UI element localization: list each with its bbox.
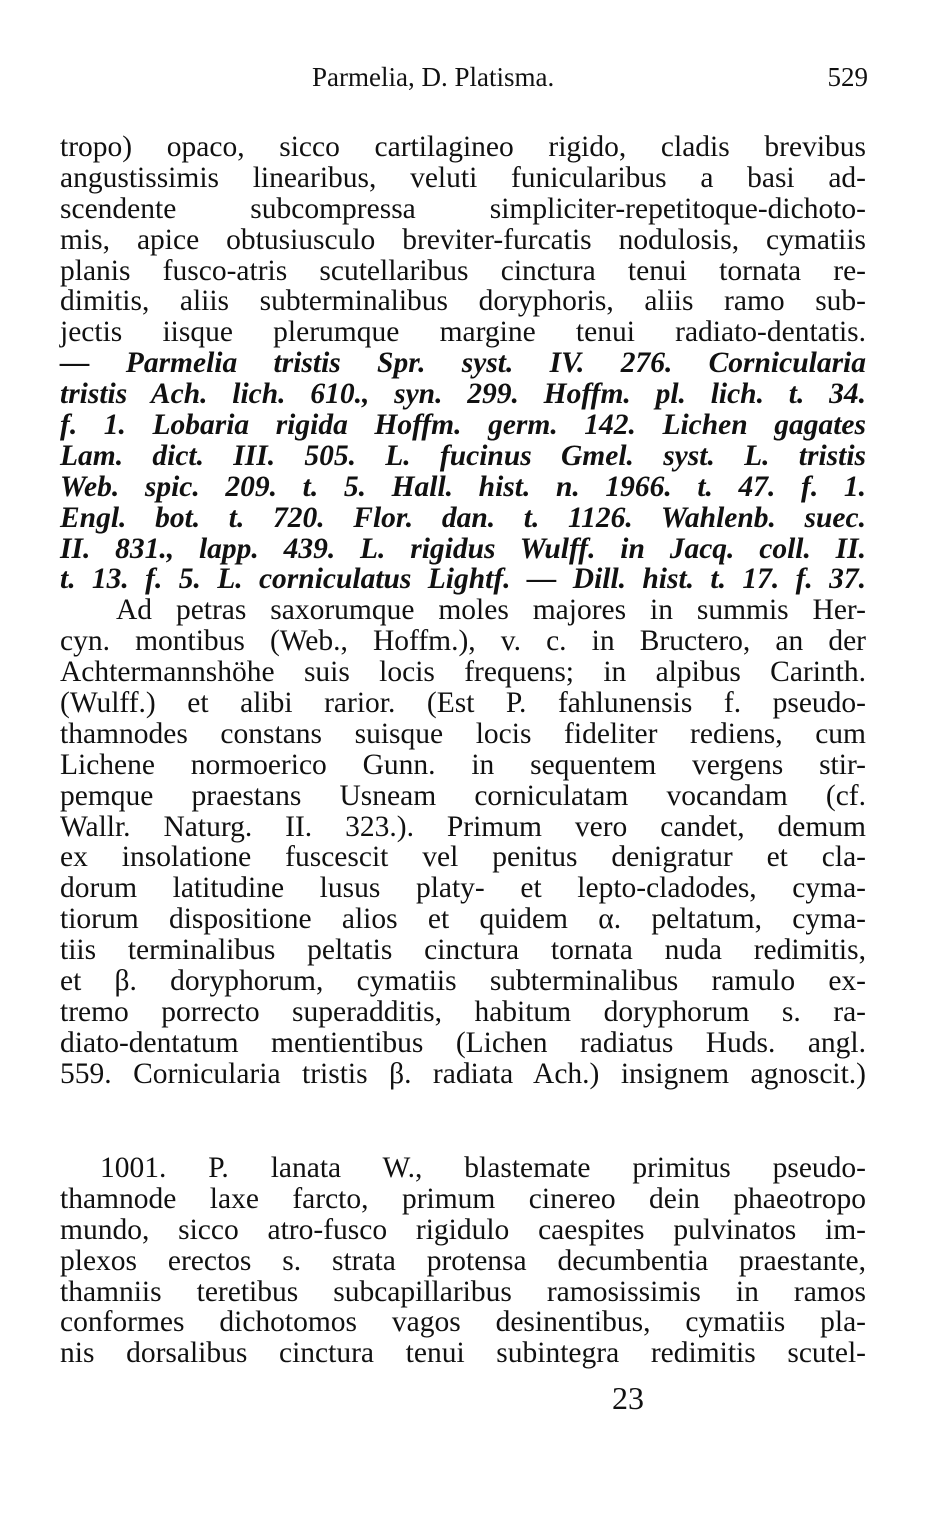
reference-line: Web. spic. 209. t. 5. Hall. hist. n. 1966. t. 47. f. 1. bbox=[60, 470, 866, 503]
habitat-line: thamnodes constans suisque locis fideliter rediens, cum bbox=[60, 717, 866, 750]
text-line: thamnode laxe farcto, primum cinereo dein phaeotropo bbox=[60, 1182, 866, 1215]
habitat-line: (Wulff.) et alibi rarior. (Est P. fahlunensis f. pseudo- bbox=[60, 687, 866, 720]
paragraph-2 bbox=[60, 1153, 866, 1369]
reference-line: Lam. dict. III. 505. L. fucinus Gmel. syst. L. tristis bbox=[60, 439, 866, 472]
reference-line: tristis Ach. lich. 610., syn. 299. Hoffm. pl. lich. t. 34. bbox=[60, 378, 866, 411]
habitat-line: ex insolatione fuscescit vel penitus denigratur et cla- bbox=[60, 841, 866, 874]
habitat-line: et β. doryphorum, cymatiis subterminalibus ramulo ex- bbox=[60, 965, 866, 998]
habitat-line: tiorum dispositione alios et quidem α. peltatum, cyma- bbox=[60, 903, 866, 936]
text-line: mis, apice obtusiusculo breviter-furcatis nodulosis, cymatiis bbox=[60, 223, 866, 256]
text-line: angustissimis linearibus, veluti funicularibus a basi ad- bbox=[60, 161, 866, 194]
text-line: jectis iisque plerumque margine tenui radiato-dentatis. bbox=[60, 316, 866, 349]
text-line: nis dorsalibus cinctura tenui subintegra redimitis scutel- bbox=[60, 1337, 866, 1370]
text-line: mundo, sicco atro-fusco rigidulo caespites pulvinatos im- bbox=[60, 1213, 866, 1246]
habitat-line: Wallr. Naturg. II. 323.). Primum vero candet, demum bbox=[60, 810, 866, 843]
text-line: thamniis teretibus subcapillaribus ramosissimis in ramos bbox=[60, 1275, 866, 1308]
text-line: tropo) opaco, sicco cartilagineo rigido, cladis brevibus bbox=[60, 131, 866, 163]
habitat-line: diato-dentatum mentientibus (Lichen radiatus Huds. angl. bbox=[60, 1026, 866, 1059]
text-line: conformes dichotomos vagos desinentibus, cymatiis pla- bbox=[60, 1306, 866, 1339]
habitat-line: tiis terminalibus peltatis cinctura tornata nuda redimitis, bbox=[60, 934, 866, 967]
running-title: Parmelia, D. Platisma. bbox=[312, 62, 555, 92]
page-header bbox=[60, 62, 870, 102]
page-number: 529 bbox=[827, 62, 868, 92]
reference-line: II. 831., lapp. 439. L. rigidus Wulff. in Jacq. coll. II. bbox=[60, 532, 866, 565]
habitat-line: Lichene normoerico Gunn. in sequentem vergens stir- bbox=[60, 748, 866, 781]
text-line: plexos erectos s. strata protensa decumbentia praestante, bbox=[60, 1244, 866, 1277]
text-line: planis fusco-atris scutellaribus cinctura tenui tornata re- bbox=[60, 254, 866, 287]
reference-line: f. 1. Lobaria rigida Hoffm. germ. 142. Lichen gagates bbox=[60, 409, 866, 442]
species-heading-line: 1001. P. lanata W., blastemate primitus pseudo- bbox=[100, 1152, 866, 1184]
printer-signature: 23 bbox=[612, 1380, 644, 1416]
text-line: scendente subcompressa simpliciter-repetitoque-dichoto- bbox=[60, 192, 866, 225]
habitat-line: Achtermannshöhe suis locis frequens; in alpibus Carinth. bbox=[60, 656, 866, 689]
habitat-line: 559. Cornicularia tristis β. radiata Ach.) insignem agnoscit.) bbox=[60, 1057, 866, 1090]
paragraph-1 bbox=[60, 132, 866, 1090]
reference-line: — Parmelia tristis Spr. syst. IV. 276. Cornicularia bbox=[60, 347, 866, 380]
habitat-line: tremo porrecto superadditis, habitum doryphorum s. ra- bbox=[60, 995, 866, 1028]
habitat-line: dorum latitudine lusus platy- et lepto-cladodes, cyma- bbox=[60, 872, 866, 905]
habitat-line: Ad petras saxorumque moles majores in summis Her- bbox=[116, 594, 866, 627]
text-line: dimitis, aliis subterminalibus doryphoris, aliis ramo sub- bbox=[60, 285, 866, 318]
habitat-line: cyn. montibus (Web., Hoffm.), v. c. in Bructero, an der bbox=[60, 625, 866, 658]
reference-line: Engl. bot. t. 720. Flor. dan. t. 1126. Wahlenb. suec. bbox=[60, 501, 866, 534]
habitat-line: pemque praestans Usneam corniculatam vocandam (cf. bbox=[60, 779, 866, 812]
reference-line: t. 13. f. 5. L. corniculatus Lightf. — Dill. hist. t. 17. f. 37. bbox=[60, 563, 866, 596]
